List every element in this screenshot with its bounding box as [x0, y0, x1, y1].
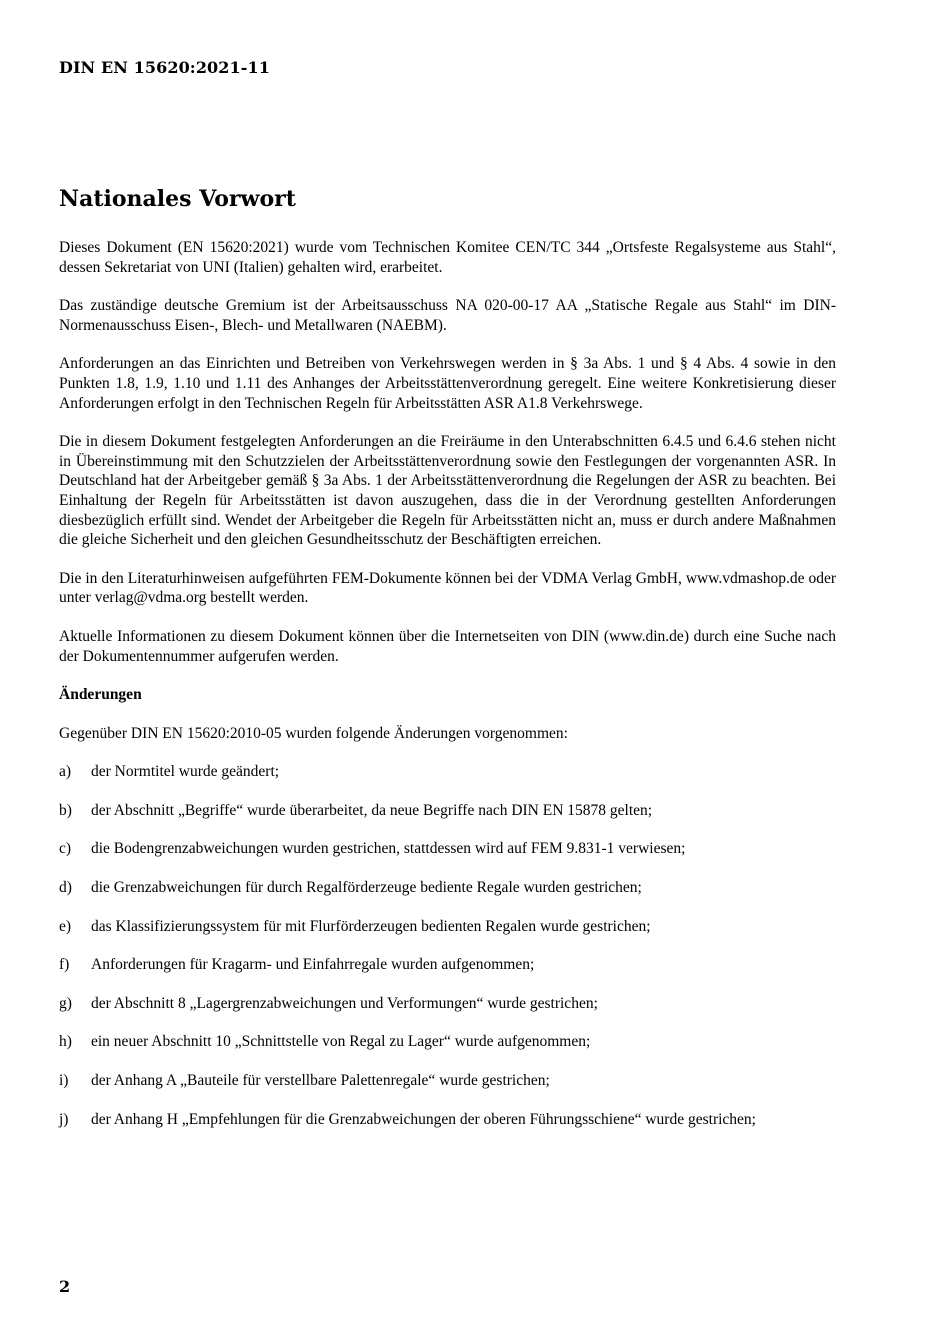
list-marker: b) — [59, 801, 72, 819]
page-title: Nationales Vorwort — [59, 186, 296, 212]
list-item-text: die Bodengrenzabweichungen wurden gestrichen, stattdessen wird auf FEM 9.831-1 verwiesen; — [91, 840, 686, 858]
list-item — [59, 955, 836, 975]
document-id-header: DIN EN 15620:2021-11 — [59, 58, 270, 77]
list-item-text: der Anhang A „Bauteile für verstellbare Palettenregale“ wurde gestrichen; — [91, 1072, 550, 1090]
list-marker: f) — [59, 956, 70, 974]
list-marker: i) — [59, 1072, 69, 1090]
changes-intro: Gegenüber DIN EN 15620:2010-05 wurden folgende Änderungen vorgenommen: — [59, 724, 568, 742]
list-marker: g) — [59, 994, 72, 1012]
paragraph-fem-documents: Die in den Literaturhinweisen aufgeführten FEM-Dokumente können bei der VDMA Verlag GmbH, www.vdmashop.de oder unter verlag@vdma.org bestellt werden. — [59, 569, 836, 607]
document-body — [59, 238, 836, 1148]
paragraph-german-body: Das zuständige deutsche Gremium ist der Arbeitsausschuss NA 020-00-17 AA „Statische Regale aus Stahl“ im DIN-Normenausschuss Eisen-, Blech- und Metallwaren (NAEBM). — [59, 297, 836, 334]
list-item-text: die Grenzabweichungen für durch Regalförderzeuge bediente Regale wurden gestrichen; — [91, 879, 642, 897]
list-item — [59, 1110, 836, 1130]
paragraph-committee: Dieses Dokument (EN 15620:2021) wurde vom Technischen Komitee CEN/TC 344 „Ortsfeste Regalsysteme aus Stahl“, dessen Sekretariat von UNI (Italien) gehalten wird, erarbeitet. — [59, 239, 836, 276]
list-marker: c) — [59, 840, 72, 858]
page-number: 2 — [59, 1277, 71, 1296]
list-marker: h) — [59, 1033, 72, 1051]
list-item-text: der Normtitel wurde geändert; — [91, 763, 280, 781]
list-item — [59, 917, 836, 937]
changes-heading: Änderungen — [59, 686, 142, 704]
list-marker: j) — [59, 1110, 69, 1128]
list-item — [59, 878, 836, 898]
list-item-text: der Abschnitt 8 „Lagergrenzabweichungen und Verformungen“ wurde gestrichen; — [91, 994, 598, 1012]
changes-list — [59, 762, 836, 1129]
list-item-text: Anforderungen für Kragarm- und Einfahrregale wurden aufgenommen; — [91, 956, 535, 974]
paragraph-clearances: Die in diesem Dokument festgelegten Anforderungen an die Freiräume in den Unterabschnitten 6.4.5 und 6.4.6 stehen nicht in Übereinstimmung mit den Schutzzielen der Arbeitsstättenverordnung sowie den Festlegungen der vorgenannten ASR. In Deutschland hat der Arbeitgeber gemäß § 3a Abs. 1 der Arbeitsstättenverordnung die Regelungen der ASR zu beachten. Bei Einhaltung der Regeln für Arbeitsstätten ist davon auszugehen, dass die in der Verordnung gestellten Anforderungen diesbezüglich erfüllt sind. Wendet der Arbeitgeber die Regeln für Arbeitsstätten nicht an, muss er durch andere Maßnahmen die gleiche Sicherheit und den gleichen Gesundheitsschutz der Beschäftigten erreichen. — [59, 433, 836, 549]
list-item — [59, 1071, 836, 1091]
list-item — [59, 1032, 836, 1052]
list-item-text: das Klassifizierungssystem für mit Flurförderzeugen bedienten Regalen wurde gestrichen; — [91, 917, 651, 935]
list-marker: d) — [59, 879, 72, 897]
paragraph-traffic-routes: Anforderungen an das Einrichten und Betreiben von Verkehrswegen werden in § 3a Abs. 1 und § 4 Abs. 4 sowie in den Punkten 1.8, 1.9, 1.10 und 1.11 des Anhanges der Arbeitsstättenverordnung geregelt. Eine weitere Konkretisierung dieser Anforderungen erfolgt in den Technischen Regeln für Arbeitsstätten ASR A1.8 Verkehrswege. — [59, 355, 836, 412]
list-item-text: der Anhang H „Empfehlungen für die Grenzabweichungen der oberen Führungsschiene“ wurde gestrichen; — [91, 1110, 756, 1128]
list-item — [59, 762, 836, 782]
paragraph-information: Aktuelle Informationen zu diesem Dokument können über die Internetseiten von DIN (www.din.de) durch eine Suche nach der Dokumentennummer aufgerufen werden. — [59, 627, 836, 665]
list-item — [59, 994, 836, 1014]
list-marker: e) — [59, 917, 72, 935]
list-item — [59, 839, 836, 859]
list-item — [59, 801, 836, 821]
list-item-text: ein neuer Abschnitt 10 „Schnittstelle von Regal zu Lager“ wurde aufgenommen; — [91, 1033, 591, 1051]
list-item-text: der Abschnitt „Begriffe“ wurde überarbeitet, da neue Begriffe nach DIN EN 15878 gelten; — [91, 801, 653, 819]
list-marker: a) — [59, 763, 72, 781]
